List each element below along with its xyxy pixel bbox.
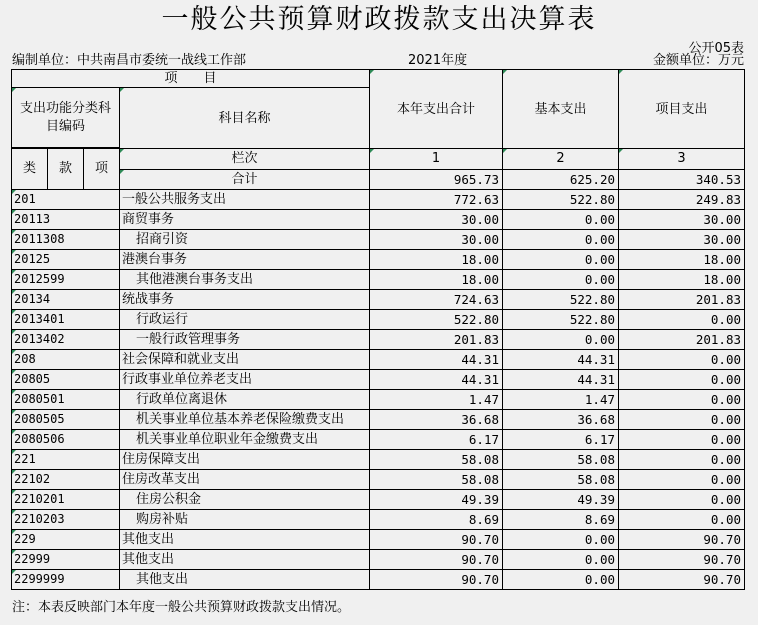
header-subject-name: 科目名称 bbox=[120, 88, 370, 149]
row-project: 0.00 bbox=[619, 450, 745, 470]
row-total: 18.00 bbox=[370, 250, 503, 270]
row-total: 724.63 bbox=[370, 290, 503, 310]
row-total: 36.68 bbox=[370, 410, 503, 430]
row-project: 18.00 bbox=[619, 270, 745, 290]
row-code: 2080506 bbox=[12, 430, 120, 450]
row-total: 90.70 bbox=[370, 530, 503, 550]
header-item: 项 目 bbox=[12, 70, 370, 88]
row-project: 90.70 bbox=[619, 570, 745, 590]
header-project: 项目支出 bbox=[619, 70, 745, 149]
row-subject-name: 港澳台事务 bbox=[120, 250, 370, 270]
row-basic: 0.00 bbox=[503, 270, 619, 290]
row-subject-name: 一般公共服务支出 bbox=[120, 190, 370, 210]
table-row bbox=[12, 370, 745, 390]
row-code: 20805 bbox=[12, 370, 120, 390]
row-code: 221 bbox=[12, 450, 120, 470]
row-code: 2210203 bbox=[12, 510, 120, 530]
row-total: 6.17 bbox=[370, 430, 503, 450]
row-subject-name: 社会保障和就业支出 bbox=[120, 350, 370, 370]
total-basic: 625.20 bbox=[503, 169, 619, 190]
header-col2: 2 bbox=[503, 149, 619, 170]
row-project: 0.00 bbox=[619, 370, 745, 390]
row-project: 0.00 bbox=[619, 310, 745, 330]
header-total: 本年支出合计 bbox=[370, 70, 503, 149]
row-total: 49.39 bbox=[370, 490, 503, 510]
row-code: 208 bbox=[12, 350, 120, 370]
row-basic: 0.00 bbox=[503, 550, 619, 570]
table-note: 注：本表反映部门本年度一般公共预算财政拨款支出情况。 bbox=[12, 600, 351, 615]
row-basic: 0.00 bbox=[503, 570, 619, 590]
report-title: 一般公共预算财政拨款支出决算表 bbox=[161, 4, 597, 35]
row-basic: 6.17 bbox=[503, 430, 619, 450]
row-project: 0.00 bbox=[619, 410, 745, 430]
row-project: 18.00 bbox=[619, 250, 745, 270]
table-row bbox=[12, 470, 745, 490]
row-subject-name: 其他支出 bbox=[120, 570, 370, 590]
row-basic: 0.00 bbox=[503, 250, 619, 270]
row-basic: 522.80 bbox=[503, 310, 619, 330]
row-total: 8.69 bbox=[370, 510, 503, 530]
row-subject-name: 住房改革支出 bbox=[120, 470, 370, 490]
row-total: 58.08 bbox=[370, 470, 503, 490]
row-code: 2011308 bbox=[12, 230, 120, 250]
row-subject-name: 商贸事务 bbox=[120, 210, 370, 230]
header-col3: 3 bbox=[619, 149, 745, 170]
row-total: 522.80 bbox=[370, 310, 503, 330]
compiling-unit: 编制单位：中共南昌市委统一战线工作部 bbox=[12, 53, 247, 68]
row-code: 229 bbox=[12, 530, 120, 550]
table-row bbox=[12, 210, 745, 230]
row-project: 0.00 bbox=[619, 390, 745, 410]
row-code: 2012599 bbox=[12, 270, 120, 290]
table-row bbox=[12, 430, 745, 450]
total-label: 合计 bbox=[120, 169, 370, 190]
table-row bbox=[12, 390, 745, 410]
row-project: 0.00 bbox=[619, 470, 745, 490]
row-code: 2013402 bbox=[12, 330, 120, 350]
row-basic: 44.31 bbox=[503, 370, 619, 390]
row-total: 44.31 bbox=[370, 370, 503, 390]
row-total: 201.83 bbox=[370, 330, 503, 350]
row-basic: 0.00 bbox=[503, 230, 619, 250]
row-subject-name: 行政单位离退休 bbox=[120, 390, 370, 410]
row-total: 44.31 bbox=[370, 350, 503, 370]
row-total: 1.47 bbox=[370, 390, 503, 410]
row-basic: 8.69 bbox=[503, 510, 619, 530]
row-subject-name: 其他支出 bbox=[120, 530, 370, 550]
row-code: 22102 bbox=[12, 470, 120, 490]
table-row bbox=[12, 250, 745, 270]
header-col1: 1 bbox=[370, 149, 503, 170]
table-row bbox=[12, 490, 745, 510]
row-code: 2299999 bbox=[12, 570, 120, 590]
table-row bbox=[12, 350, 745, 370]
row-subject-name: 一般行政管理事务 bbox=[120, 330, 370, 350]
row-total: 772.63 bbox=[370, 190, 503, 210]
row-project: 201.83 bbox=[619, 290, 745, 310]
row-subject-name: 住房保障支出 bbox=[120, 450, 370, 470]
fiscal-year: 2021年度 bbox=[408, 53, 468, 68]
row-basic: 0.00 bbox=[503, 530, 619, 550]
row-total: 58.08 bbox=[370, 450, 503, 470]
row-total: 30.00 bbox=[370, 230, 503, 250]
total-project: 340.53 bbox=[619, 169, 745, 190]
row-code: 201 bbox=[12, 190, 120, 210]
row-project: 0.00 bbox=[619, 510, 745, 530]
row-code: 2080505 bbox=[12, 410, 120, 430]
row-basic: 0.00 bbox=[503, 330, 619, 350]
row-project: 0.00 bbox=[619, 350, 745, 370]
row-basic: 44.31 bbox=[503, 350, 619, 370]
header-basic: 基本支出 bbox=[503, 70, 619, 149]
row-basic: 522.80 bbox=[503, 190, 619, 210]
row-total: 90.70 bbox=[370, 550, 503, 570]
header-kuan: 款 bbox=[48, 149, 84, 189]
row-code: 2210201 bbox=[12, 490, 120, 510]
row-subject-name: 其他港澳台事务支出 bbox=[120, 270, 370, 290]
table-row bbox=[12, 570, 745, 590]
row-project: 0.00 bbox=[619, 430, 745, 450]
header-xiang: 项 bbox=[94, 161, 108, 176]
table-row bbox=[12, 190, 745, 210]
expenditure-table bbox=[11, 69, 745, 590]
row-total: 18.00 bbox=[370, 270, 503, 290]
table-row bbox=[12, 410, 745, 430]
header-lei: 类 bbox=[12, 149, 48, 189]
table-row bbox=[12, 270, 745, 290]
table-row bbox=[12, 310, 745, 330]
money-unit: 金额单位：万元 bbox=[652, 53, 744, 68]
row-basic: 49.39 bbox=[503, 490, 619, 510]
row-subject-name: 购房补贴 bbox=[120, 510, 370, 530]
row-subject-name: 住房公积金 bbox=[120, 490, 370, 510]
row-basic: 58.08 bbox=[503, 450, 619, 470]
table-row bbox=[12, 230, 745, 250]
row-code: 20125 bbox=[12, 250, 120, 270]
table-row bbox=[12, 450, 745, 470]
row-subject-name: 其他支出 bbox=[120, 550, 370, 570]
table-row bbox=[12, 530, 745, 550]
row-subject-name: 招商引资 bbox=[120, 230, 370, 250]
row-basic: 36.68 bbox=[503, 410, 619, 430]
row-project: 249.83 bbox=[619, 190, 745, 210]
total-total: 965.73 bbox=[370, 169, 503, 190]
row-code: 20134 bbox=[12, 290, 120, 310]
row-subject-name: 机关事业单位职业年金缴费支出 bbox=[120, 430, 370, 450]
row-basic: 58.08 bbox=[503, 470, 619, 490]
row-basic: 1.47 bbox=[503, 390, 619, 410]
row-subject-name: 统战事务 bbox=[120, 290, 370, 310]
row-project: 30.00 bbox=[619, 230, 745, 250]
row-code: 20113 bbox=[12, 210, 120, 230]
row-basic: 522.80 bbox=[503, 290, 619, 310]
table-row bbox=[12, 550, 745, 570]
row-project: 0.00 bbox=[619, 490, 745, 510]
total-row bbox=[12, 169, 745, 190]
header-col-no: 栏次 bbox=[120, 149, 370, 170]
row-project: 30.00 bbox=[619, 210, 745, 230]
table-row bbox=[12, 510, 745, 530]
row-total: 90.70 bbox=[370, 570, 503, 590]
row-project: 90.70 bbox=[619, 550, 745, 570]
header-func-code: 支出功能分类科目编码 bbox=[12, 88, 120, 148]
row-subject-name: 行政事业单位养老支出 bbox=[120, 370, 370, 390]
form-number: 公开05表 bbox=[688, 41, 744, 56]
row-project: 201.83 bbox=[619, 330, 745, 350]
row-basic: 0.00 bbox=[503, 210, 619, 230]
row-subject-name: 机关事业单位基本养老保险缴费支出 bbox=[120, 410, 370, 430]
row-code: 22999 bbox=[12, 550, 120, 570]
row-code: 2013401 bbox=[12, 310, 120, 330]
header-level-codes bbox=[12, 149, 120, 190]
row-project: 90.70 bbox=[619, 530, 745, 550]
row-code: 2080501 bbox=[12, 390, 120, 410]
row-total: 30.00 bbox=[370, 210, 503, 230]
row-subject-name: 行政运行 bbox=[120, 310, 370, 330]
table-row bbox=[12, 330, 745, 350]
table-row bbox=[12, 290, 745, 310]
